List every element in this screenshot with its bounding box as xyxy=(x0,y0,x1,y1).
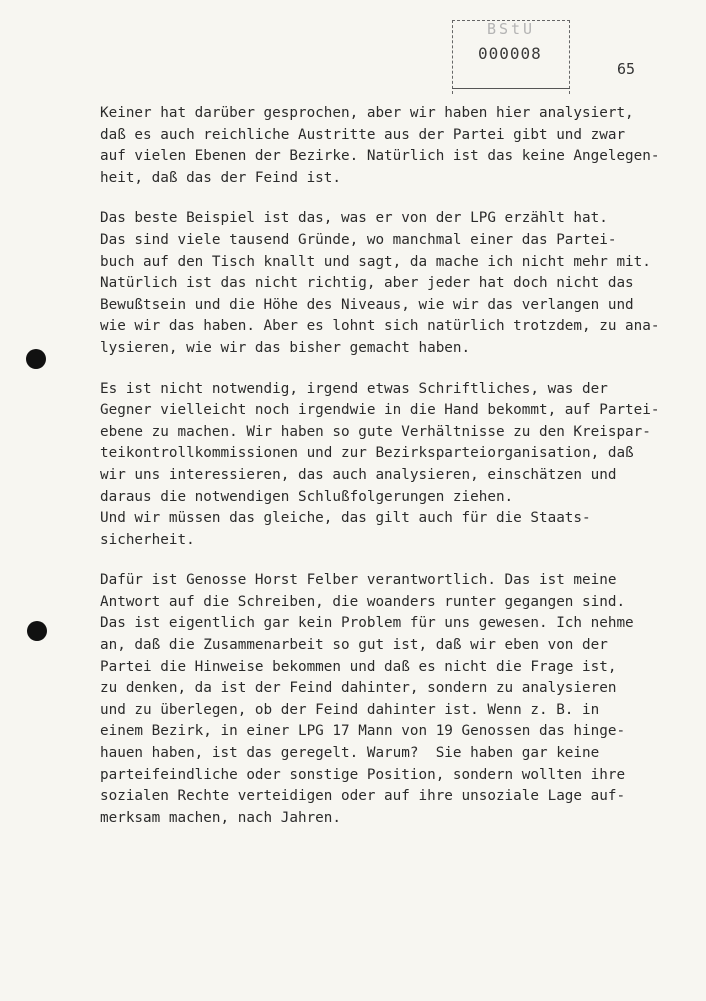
text-line: Natürlich ist das nicht richtig, aber jeder hat doch nicht das xyxy=(100,275,634,292)
punch-hole-icon xyxy=(27,621,47,641)
text-line: parteifeindliche oder sonstige Position, sondern wollten ihre xyxy=(100,766,626,783)
text-line: zu denken, da ist der Feind dahinter, sondern zu analysieren xyxy=(100,680,617,697)
text-line: wie wir das haben. Aber es lohnt sich natürlich trotzdem, zu ana- xyxy=(100,318,660,335)
text-line: an, daß die Zusammenarbeit so gut ist, daß wir eben von der xyxy=(100,637,608,654)
text-line: und zu überlegen, ob der Feind dahinter ist. Wenn z. B. in xyxy=(100,701,600,718)
text-line: daraus die notwendigen Schlußfolgerungen ziehen. xyxy=(100,488,514,505)
text-line: Das beste Beispiel ist das, was er von der LPG erzählt hat. xyxy=(100,210,608,227)
paragraph-2 xyxy=(100,208,680,359)
text-line: Und wir müssen das gleiche, das gilt auch für die Staats- xyxy=(100,510,591,527)
text-line: merksam machen, nach Jahren. xyxy=(100,809,342,826)
archive-stamp xyxy=(452,16,570,86)
page-number: 65 xyxy=(617,60,636,78)
text-line: Bewußtsein und die Höhe des Niveaus, wie wir das verlangen und xyxy=(100,296,634,313)
text-line: Keiner hat darüber gesprochen, aber wir haben hier analysiert, xyxy=(100,105,634,121)
text-line: buch auf den Tisch knallt und sagt, da mache ich nicht mehr mit. xyxy=(100,253,651,270)
text-line: hauen haben, ist das geregelt. Warum? Sie haben gar keine xyxy=(100,745,600,762)
text-line: auf vielen Ebenen der Bezirke. Natürlich ist das keine Angelegen- xyxy=(100,148,660,165)
text-line: lysieren, wie wir das bisher gemacht haben. xyxy=(100,339,471,356)
text-line: Es ist nicht notwendig, irgend etwas Schriftliches, was der xyxy=(100,380,608,397)
text-line: ebene zu machen. Wir haben so gute Verhältnisse zu den Kreispar- xyxy=(100,423,651,440)
paragraph-3 xyxy=(100,379,680,552)
text-line: daß es auch reichliche Austritte aus der Partei gibt und zwar xyxy=(100,126,626,143)
stamp-frame-left xyxy=(452,20,453,94)
stamp-frame-right xyxy=(569,20,570,94)
stamp-logo: BStU xyxy=(486,20,536,38)
text-line: teikontrollkommissionen und zur Bezirksparteiorganisation, daß xyxy=(100,445,634,462)
text-line: Das ist eigentlich gar kein Problem für uns gewesen. Ich nehme xyxy=(100,615,634,632)
stamp-number: 000008 xyxy=(478,44,542,63)
text-line: wir uns interessieren, das auch analysieren, einschätzen und xyxy=(100,466,617,483)
paragraph-4 xyxy=(100,570,680,829)
text-line: einem Bezirk, in einer LPG 17 Mann von 19 Genossen das hinge- xyxy=(100,723,626,740)
text-line: sozialen Rechte verteidigen oder auf ihre unsoziale Lage auf- xyxy=(100,788,626,805)
text-line: Antwort auf die Schreiben, die woanders runter gegangen sind. xyxy=(100,593,626,610)
text-line: Gegner vielleicht noch irgendwie in die Hand bekommt, auf Partei- xyxy=(100,402,660,419)
text-line: Partei die Hinweise bekommen und daß es nicht die Frage ist, xyxy=(100,658,617,675)
paragraph-1 xyxy=(100,103,680,189)
stamp-frame-bottom xyxy=(452,88,570,89)
text-line: Das sind viele tausend Gründe, wo manchmal einer das Partei- xyxy=(100,231,617,248)
punch-hole-icon xyxy=(26,349,46,369)
text-line: heit, daß das der Feind ist. xyxy=(100,169,342,186)
text-line: sicherheit. xyxy=(100,531,195,548)
document-body xyxy=(100,103,680,848)
text-line: Dafür ist Genosse Horst Felber verantwortlich. Das ist meine xyxy=(100,572,617,589)
